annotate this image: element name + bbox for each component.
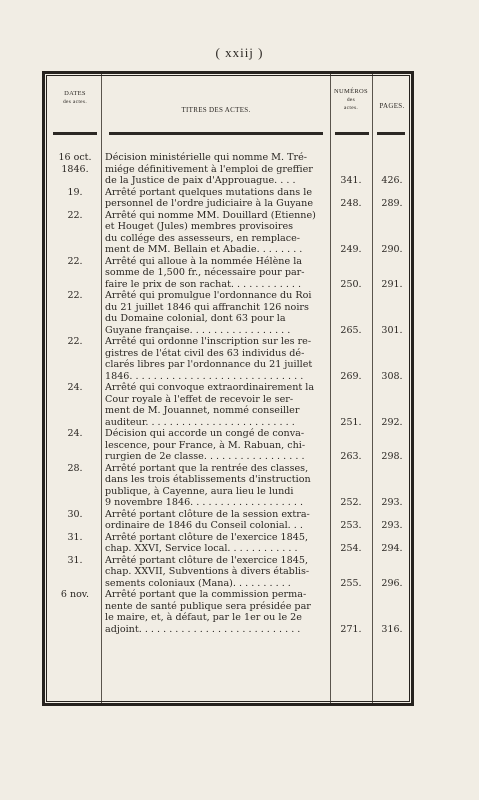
header-rule — [109, 132, 323, 135]
header-numeros-label: NUMÉROS — [334, 88, 368, 95]
header-titles: TITRES DES ACTES. — [181, 106, 251, 114]
entry-page: 291. — [381, 278, 403, 290]
entry-title — [105, 336, 328, 382]
entry-title-line: Arrêté qui ordonne l'inscription sur les re- — [105, 336, 312, 347]
entry-title-line: le maire, et, à défaut, par le 1er ou le 2e — [105, 612, 302, 623]
entry-page: 308. — [381, 370, 403, 382]
entry-title — [105, 589, 328, 635]
entry-title-line: de la Justice de paix d'Approuague. . . . — [105, 175, 296, 186]
header-dates-sub: des actes. — [62, 99, 88, 105]
entry-title — [105, 152, 328, 187]
entry-title-line: Arrêté portant clôture de la session extra- — [105, 508, 310, 520]
entry-title-line: ment de M. Jouannet, nommé conseiller — [105, 405, 300, 416]
entry-date-line: 24. — [67, 382, 83, 393]
entry-number: 341. — [340, 175, 362, 186]
entry-title — [105, 532, 328, 555]
entry-title — [105, 290, 328, 336]
entry-number: 271. — [340, 623, 362, 635]
entry-page: 301. — [381, 324, 403, 336]
entry-title-line: Guyane française. . . . . . . . . . . . . . . . . — [105, 324, 291, 336]
header-rule — [377, 132, 405, 135]
entry-date-line: 31. — [67, 531, 83, 543]
entry-title — [105, 463, 328, 509]
table-of-acts — [42, 71, 414, 706]
entry-page: 289. — [381, 198, 403, 209]
entry-date — [49, 336, 101, 348]
entry-date-line: 16 oct. — [58, 152, 92, 163]
entry-title-line: publique, à Cayenne, aura lieu le lundi — [105, 485, 294, 497]
entry-date — [49, 256, 101, 268]
entry-title — [105, 382, 328, 428]
entry-date-line: 22. — [67, 209, 83, 221]
entry-date — [49, 210, 101, 222]
entry-title-line: Décision qui accorde un congé de conva- — [105, 428, 305, 439]
entry-page: 298. — [381, 451, 403, 462]
entry-title-line: sements coloniaux (Mana). . . . . . . . . . — [105, 577, 291, 589]
entry-date-line: 22. — [67, 290, 83, 301]
entry-page: 426. — [381, 175, 403, 186]
entry-title-line: chap. XXVI, Service local. . . . . . . . . . . . — [105, 543, 298, 554]
entry-date-line: 6 nov. — [60, 589, 90, 600]
entry-title-line: auditeur. . . . . . . . . . . . . . . . . . . . . . . . . — [105, 416, 295, 428]
entry-title-line: Arrêté portant quelques mutations dans le — [105, 186, 313, 198]
entry-title-line: chap. XXVII, Subventions à divers établis- — [105, 566, 310, 577]
entry-date-line: 22. — [67, 336, 83, 347]
page-number: ( xxiij ) — [215, 45, 264, 60]
entry-date — [49, 382, 101, 394]
entry-title-line: Arrêté qui nomme MM. Douillard (Étienne) — [105, 209, 316, 221]
entry-number: 265. — [340, 324, 362, 336]
entry-number: 269. — [340, 370, 362, 382]
entry-title-line: Cour royale à l'effet de recevoir le ser- — [105, 393, 294, 405]
entry-title-line: ment de MM. Bellain et Abadie. . . . . . . . — [105, 244, 303, 255]
entry-title-line: du collége des assesseurs, en remplace- — [105, 232, 301, 244]
entry-date-line: 1846. — [61, 163, 89, 175]
entry-title — [105, 210, 328, 256]
entry-title-line: Arrêté portant clôture de l'exercice 1845, — [105, 531, 309, 543]
entry-title-line: du Domaine colonial, dont 63 pour la — [105, 313, 286, 324]
entry-number: 251. — [340, 416, 362, 428]
entry-number: 253. — [340, 520, 362, 531]
header-numeros-sub1: des — [346, 97, 356, 103]
column-divider — [101, 74, 102, 703]
entry-title-line: adjoint. . . . . . . . . . . . . . . . . . . . . . . . . . . — [105, 623, 301, 635]
entry-title-line: somme de 1,500 fr., nécessaire pour par- — [105, 267, 305, 278]
header-numeros — [331, 88, 371, 112]
entry-title-line: miége définitivement à l'emploi de greffier — [105, 163, 313, 175]
entry-number: 248. — [340, 198, 362, 209]
entry-date — [49, 463, 101, 475]
entry-date — [49, 187, 101, 199]
entry-page: 293. — [381, 520, 403, 531]
entry-date — [49, 555, 101, 567]
entry-date-line: 30. — [67, 508, 83, 520]
entry-title-line: Décision ministérielle qui nomme M. Tré- — [105, 152, 308, 163]
header-dates-label: DATES — [64, 90, 86, 97]
header-dates — [51, 90, 99, 106]
entry-title — [105, 509, 328, 532]
entry-title-line: et Houget (Jules) membres provisoires — [105, 221, 294, 232]
entry-title-line: Arrêté portant clôture de l'exercice 1845, — [105, 554, 309, 566]
entry-date-line: 22. — [67, 255, 83, 267]
entry-number: 250. — [340, 278, 362, 290]
column-divider — [372, 74, 373, 703]
entry-date-line: 31. — [67, 554, 83, 566]
entry-title-line: Arrêté portant que la rentrée des classes, — [105, 462, 309, 474]
entry-title — [105, 555, 328, 590]
entry-title-line: Arrêté qui promulgue l'ordonnance du Roi — [105, 290, 312, 301]
entry-date — [49, 428, 101, 440]
entry-page: 296. — [381, 577, 403, 589]
entry-title-line: ordinaire de 1846 du Conseil colonial. . . — [105, 520, 303, 531]
entry-page: 293. — [381, 497, 403, 508]
entry-title-line: lescence, pour France, à M. Rabuan, chi- — [105, 439, 306, 451]
header-rule — [335, 132, 369, 135]
entry-page: 290. — [381, 244, 403, 255]
entry-date — [49, 532, 101, 544]
entry-title-line: Arrêté qui alloue à la nommée Hélène la — [105, 255, 302, 267]
entry-date — [49, 509, 101, 521]
column-divider — [330, 74, 331, 703]
entry-title-line: dans les trois établissements d'instruction — [105, 474, 311, 485]
entry-title-line: nente de santé publique sera présidée par — [105, 600, 311, 612]
entry-title-line: clarés libres par l'ordonnance du 21 juillet — [105, 359, 313, 370]
entry-title — [105, 428, 328, 463]
entry-date — [49, 589, 101, 601]
header-rule — [53, 132, 97, 135]
entry-number: 254. — [340, 543, 362, 554]
entry-title-line: gistres de l'état civil des 63 individus dé- — [105, 347, 305, 359]
header-numeros-sub2: actes. — [343, 105, 359, 111]
entry-title — [105, 256, 328, 291]
entry-title-line: 1846. . . . . . . . . . . . . . . . . . . . . . . . . . . . . — [105, 370, 304, 382]
header-pages: PAGES. — [379, 102, 405, 110]
entry-number: 249. — [340, 244, 362, 255]
entry-number: 263. — [340, 451, 362, 462]
entry-date-line: 24. — [67, 428, 83, 439]
entry-title-line: 9 novembre 1846. . . . . . . . . . . . . . . . . . . — [105, 497, 304, 508]
entry-date — [49, 290, 101, 302]
entry-title-line: personnel de l'ordre judiciaire à la Guyane — [105, 198, 313, 209]
entry-date-line: 19. — [67, 186, 83, 198]
entry-date-line: 28. — [67, 462, 83, 474]
entry-page: 316. — [381, 623, 403, 635]
entry-page: 294. — [381, 543, 403, 554]
entry-page: 292. — [381, 416, 403, 428]
entry-title-line: du 21 juillet 1846 qui affranchit 126 noirs — [105, 301, 309, 313]
entry-title — [105, 187, 328, 210]
entry-title-line: Arrêté portant que la commission perma- — [105, 589, 307, 600]
entry-title-line: faire le prix de son rachat. . . . . . . . . . . . — [105, 278, 302, 290]
entry-number: 255. — [340, 577, 362, 589]
entry-title-line: rurgien de 2e classe. . . . . . . . . . . . . . . . . — [105, 451, 305, 462]
entry-title-line: Arrêté qui convoque extraordinairement la — [105, 382, 315, 393]
entry-number: 252. — [340, 497, 362, 508]
entry-date — [49, 152, 101, 175]
